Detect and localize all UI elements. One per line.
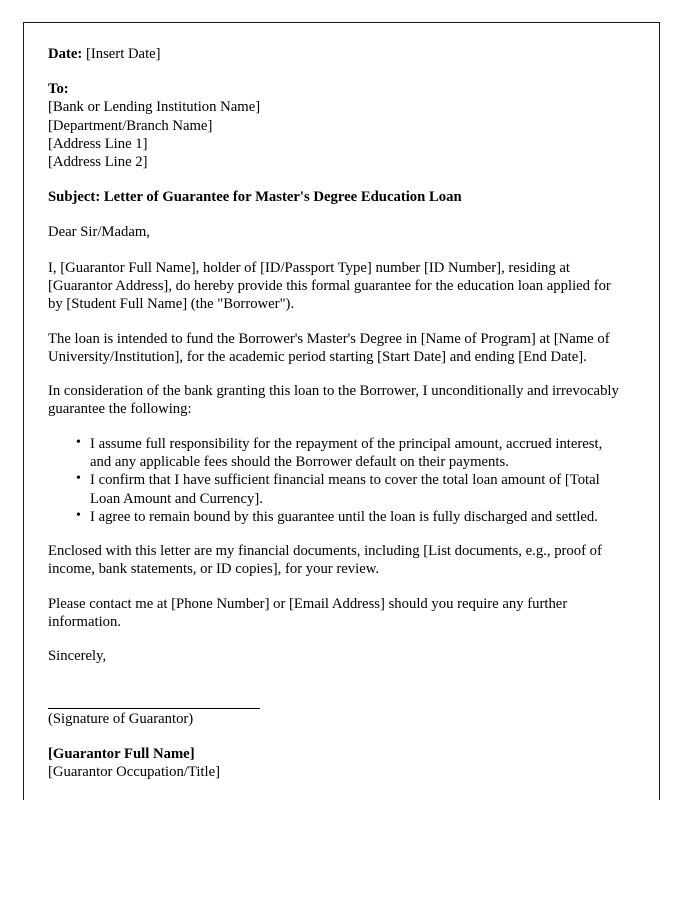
list-item: • I confirm that I have sufficient financial means to cover the total loan amount of [Total Loan Amount and Currency].	[90, 471, 626, 508]
body-paragraph-1: I, [Guarantor Full Name], holder of [ID/Passport Type] number [ID Number], residing at [Guarantor Address], do hereby provide this formal guarantee for the education loan applied for by [Student Full Name] (the "Borrower").	[48, 259, 611, 313]
date-label: Date:	[48, 46, 83, 62]
guarantor-title: [Guarantor Occupation/Title]	[48, 763, 220, 780]
date-value: [Insert Date]	[85, 46, 161, 62]
recipient-block	[48, 80, 626, 171]
list-item: • I agree to remain bound by this guarantee until the loan is fully discharged and settled.	[90, 508, 626, 526]
sign-off: Sincerely,	[48, 648, 107, 665]
recipient-line-3: [Address Line 1]	[48, 135, 148, 152]
closing-paragraph-2: Please contact me at [Phone Number] or [Email Address] should you require any further information.	[48, 595, 568, 631]
recipient-line-4: [Address Line 2]	[48, 154, 148, 171]
signature-caption: (Signature of Guarantor)	[48, 710, 194, 727]
body-paragraph-2: The loan is intended to fund the Borrower's Master's Degree in [Name of Program] at [Name of University/Institution], for the academic period starting [Start Date] and ending [End Date].	[48, 330, 610, 365]
list-item: • I assume full responsibility for the repayment of the principal amount, accrued interest, and any applicable fees should the Borrower default on their payments.	[90, 435, 626, 472]
signature-space	[48, 678, 626, 708]
signature-rule	[48, 708, 260, 709]
letter-content	[48, 45, 626, 781]
closing-paragraph-1: Enclosed with this letter are my financial documents, including [List documents, e.g., proof of income, bank statements, or ID copies], for your review.	[48, 543, 602, 578]
salutation: Dear Sir/Madam,	[48, 224, 150, 241]
recipient-line-2: [Department/Branch Name]	[48, 117, 213, 134]
signature-block	[48, 708, 626, 782]
date-block	[48, 45, 626, 63]
guarantee-list	[48, 435, 626, 526]
subject-line: Subject: Letter of Guarantee for Master's Degree Education Loan	[48, 189, 462, 206]
recipient-line-1: [Bank or Lending Institution Name]	[48, 99, 261, 116]
guarantor-name: [Guarantor Full Name]	[48, 745, 195, 762]
document-page	[23, 22, 660, 800]
body-paragraph-3: In consideration of the bank granting this loan to the Borrower, I unconditionally and irrevocably guarantee the following:	[48, 383, 619, 418]
recipient-label: To:	[48, 81, 69, 98]
